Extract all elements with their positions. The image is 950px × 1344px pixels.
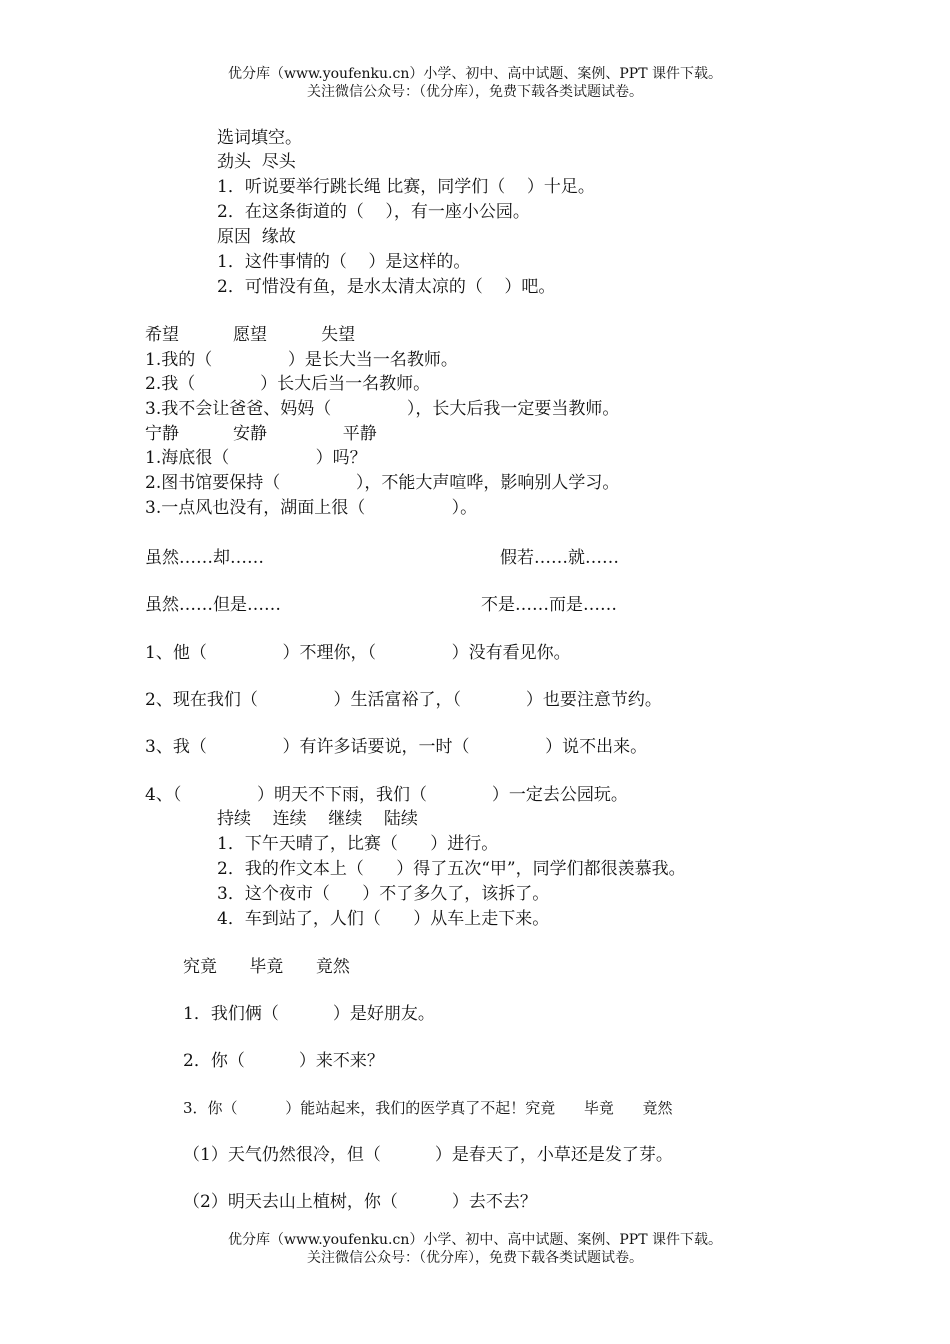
conjunction-pair-2-left: 虽然……但是…… [145, 595, 281, 615]
question-3: 3.一点风也没有，湖面上很（ ）。 [145, 498, 478, 518]
question-2: 2.我（ ）长大后当一名教师。 [145, 374, 431, 394]
question-b2: 2．可惜没有鱼，是水太清太凉的（ ）吧。 [217, 277, 556, 297]
header-line-1: 优分库（www.youfenku.cn）小学、初中、高中试题、案例、PPT 课件下载。 [227, 66, 722, 82]
question-1: 1．我们俩（ ）是好朋友。 [183, 1004, 435, 1024]
question-3: 3．这个夜市（ ）不了多久了，该拆了。 [217, 884, 550, 904]
question-4: 4．车到站了，人们（ ）从车上走下来。 [217, 909, 550, 929]
word-group: 宁静 安静 平静 [145, 424, 377, 444]
question-a1: 1．听说要举行跳长绳 比赛，同学们（ ）十足。 [217, 177, 595, 197]
question-a2: 2．在这条街道的（ ），有一座小公园。 [217, 202, 530, 222]
practice-1: （1）天气仍然很冷，但（ ）是春天了，小草还是发了芽。 [183, 1145, 673, 1165]
conjunction-pair-1-left: 虽然……却…… [145, 548, 264, 568]
question-1: 1、他（ ）不理你，（ ）没有看见你。 [145, 643, 571, 663]
footer-line-1: 优分库（www.youfenku.cn）小学、初中、高中试题、案例、PPT 课件下载。 [227, 1232, 722, 1248]
word-group: 究竟 毕竟 竟然 [183, 957, 350, 977]
question-3: 3．你（ ）能站起来，我们的医学真了不起！究竟 毕竟 竟然 [183, 1099, 673, 1117]
conjunction-pair-2-right: 不是……而是…… [481, 595, 617, 615]
question-3: 3、我（ ）有许多话要说，一时（ ）说不出来。 [145, 737, 648, 757]
question-4: 4、（ ）明天不下雨，我们（ ）一定去公园玩。 [145, 785, 628, 805]
word-group-b: 原因 缘故 [217, 227, 296, 247]
question-1: 1．下午天晴了，比赛（ ）进行。 [217, 834, 499, 854]
question-b1: 1．这件事情的（ ）是这样的。 [217, 252, 471, 272]
question-2: 2.图书馆要保持（ ），不能大声喧哗，影响别人学习。 [145, 473, 620, 493]
word-group: 持续 连续 继续 陆续 [217, 809, 418, 829]
question-1: 1.海底很（ ）吗？ [145, 448, 367, 468]
question-2: 2．你（ ）来不来？ [183, 1051, 384, 1071]
question-1: 1.我的（ ）是长大当一名教师。 [145, 350, 458, 370]
word-group: 希望 愿望 失望 [145, 325, 356, 345]
header-line-2: 关注微信公众号：（优分库），免费下载各类试题试卷。 [307, 84, 643, 100]
question-2: 2、现在我们（ ）生活富裕了，（ ）也要注意节约。 [145, 690, 662, 710]
question-2: 2．我的作文本上（ ）得了五次“甲”，同学们都很羡慕我。 [217, 859, 686, 879]
conjunction-pair-1-right: 假若……就…… [500, 548, 619, 568]
practice-2: （2）明天去山上植树，你（ ）去不去？ [183, 1192, 537, 1212]
word-group-a: 劲头 尽头 [217, 152, 296, 172]
question-3: 3.我不会让爸爸、妈妈（ ），长大后我一定要当教师。 [145, 399, 620, 419]
footer-line-2: 关注微信公众号：（优分库），免费下载各类试题试卷。 [307, 1250, 643, 1266]
section-title: 选词填空。 [217, 128, 302, 148]
